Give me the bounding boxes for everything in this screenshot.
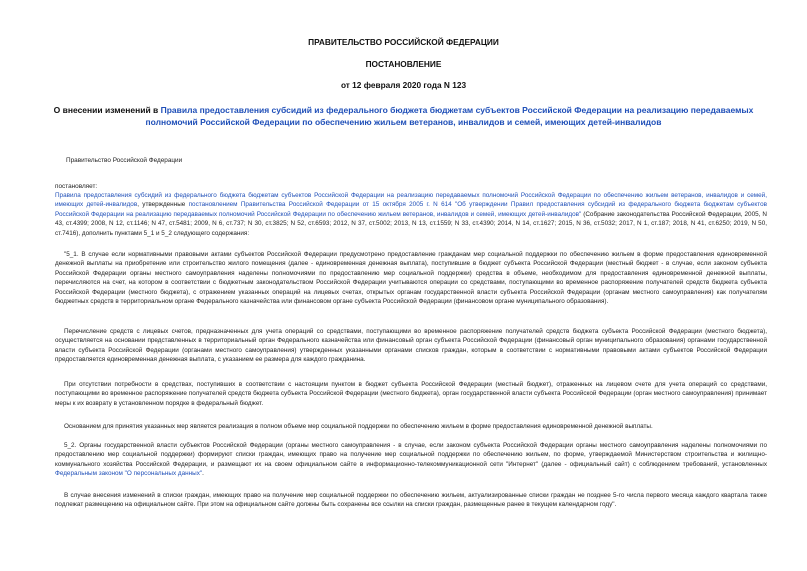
paragraph-basis: Основанием для принятия указанных мер является реализация в полном объеме мер социальной поддержки по обеспечению жильем в форме предоставления единовременной денежной выплаты. [64, 423, 653, 430]
paragraph-5-2-text: 5_2. Органы государственной власти субъектов Российской Федерации (органы местного самоуправления - в случае, если законом субъекта Российской Федерации органы местного самоуправления наделены полномочиями по предоставлению мер социальной поддержки) формируют списки граждан, имеющих право на получение мер социальной поддержки по обеспечению жильем, по форме, утверждаемой Министерством строительства и жилищно-коммунального хозяйства Российской Федерации, и размещают их на своем официальном сайте в информационно-телекоммуникационной сети "Интернет" (далее - официальный сайт) с соблюдением требований, установленных [55, 442, 767, 468]
paragraph-5-1: "5_1. В случае если нормативными правовыми актами субъектов Российской Федерации предусмотрено предоставление гражданам мер социальной поддержки по обеспечению жильем в форме предоставления единовременной денежной выплаты на приобретение или строительство жилого помещения (далее - единовременная денежная выплата), поступившие в бюджет субъекта Российской Федерации (местный бюджет - в случае, если законом субъекта Российской Федерации органы местного самоуправления наделены полномочиями по предоставлению мер социальной поддержки) средства в объеме, необходимом для предоставления единовременной денежной выплаты, перечисляются на счет, на котором в соответствии с бюджетным законодательством Российской Федерации учитываются операции со средствами, поступающими во временное распоряжение получателей средств бюджета субъекта Российской Федерации (местного бюджета), с отражением указанных операций на лицевых счетах, открытых органам государственной власти субъекта Российской Федерации (органам местного самоуправления) как получателям бюджетных средств в территориальном органе Федерального казначейства или финансовом органе субъекта Российской Федерации (финансовом органе муниципального образования). [55, 251, 767, 306]
paragraph-transfer: Перечисление средств с лицевых счетов, предназначенных для учета операций со средствами, поступающими во временное распоряжение получателей средств бюджета субъекта Российской Федерации (местного бюджета), осуществляется на основании представленных в территориальный орган Федерального казначейства или финансовый орган субъекта Российской Федерации (финансовый орган муниципального образования) органами государственной власти субъекта Российской Федерации (органами местного самоуправления) утвержденных указанными органами списков граждан, которым в соответствии с нормативными правовыми актами субъектов Российской Федерации предоставляется единовременная денежная выплата, с указанием ее размера для каждого гражданина. [55, 328, 767, 364]
paragraph-return: При отсутствии потребности в средствах, поступивших в соответствии с настоящим пунктом в бюджет субъекта Российской Федерации (местный бюджет), отраженных на лицевом счете для учета операций со средствами, поступающими во временное распоряжение получателей средств бюджета субъекта Российской Федерации (местного бюджета), орган государственной власти субъекта Российской Федерации (орган местного самоуправления) принимает меры к их возврату в установленном порядке в федеральный бюджет. [55, 381, 767, 407]
amendment-text-2: (Собрание законодательства Российской Федерации, 2005, N 43, ст.4399; 2008, N 12, ст.1146; N 47, ст.5481; 2009, N 6, ст.737; N 30, ст.3825; N 52, ст.6593; 2012, N 37, ст.5002; 2013, N 13, ст.1559; N 33, ст.4390; 2014, N 14, ст.1627; 2015, N 36, ст.5032; 2017, N 1, ст.187; 2018, N 41, ст.6250; 2019, N 50, ст.7416), дополнить пунктами 5_1 и 5_2 следующего содержания: [55, 210, 767, 237]
personal-data-law-link[interactable]: Федеральным законом "О персональных данных" [55, 470, 203, 478]
government-heading: ПРАВИТЕЛЬСТВО РОССИЙСКОЙ ФЕДЕРАЦИИ [308, 37, 499, 47]
decree-text: постановляет: [55, 183, 98, 190]
document-type-heading: ПОСТАНОВЛЕНИЕ [365, 59, 442, 69]
title-rules-link[interactable]: Правила предоставления субсидий из федерального бюджета бюджетам субъектов Российской Федерации на реализацию передаваемых полномочий Российской Федерации по обеспечению жильем ветеранов, инвалидов и семей, имеющих детей-инвалидов [145, 105, 754, 127]
resolution-614-link[interactable]: постановлением Правительства Российской Федерации от 15 октября 2005 г. N 614 "Об утверждении Правил предоставления субсидий из федерального бюджета бюджетам субъектов Российской Федерации на реализацию передаваемых полномочий Российской Федерации по обеспечению жильем ветеранов, инвалидов и семей, имеющих детей-инвалидов" [55, 201, 767, 218]
amendment-paragraph [55, 191, 767, 238]
paragraph-5-2 [55, 441, 767, 479]
document-title [52, 104, 755, 128]
paragraph-lists-update: В случае внесения изменений в списки граждан, имеющих право на получение мер социальной поддержки по обеспечению жильем, актуализированные списки граждан не позднее 5-го числа первого месяца каждого квартала также подлежат размещению на официальном сайте. При этом на официальном сайте должны быть сохранены все ссылки на списки граждан, размещенные ранее в текущем календарном году". [55, 492, 767, 509]
issuer-text: Правительство Российской Федерации [66, 157, 183, 164]
paragraph-5-2-end: . [202, 470, 204, 478]
document-date: от 12 февраля 2020 года N 123 [340, 80, 467, 90]
amendment-text-1: , утвержденные [137, 201, 189, 209]
rules-link[interactable]: Правила предоставления субсидий из федерального бюджета бюджетам субъектов Российской Федерации на реализацию передаваемых полномочий Российской Федерации по обеспечению жильем ветеранов, инвалидов и семей, имеющих детей-инвалидов [55, 192, 767, 209]
title-prefix: О внесении изменений в [53, 105, 161, 115]
